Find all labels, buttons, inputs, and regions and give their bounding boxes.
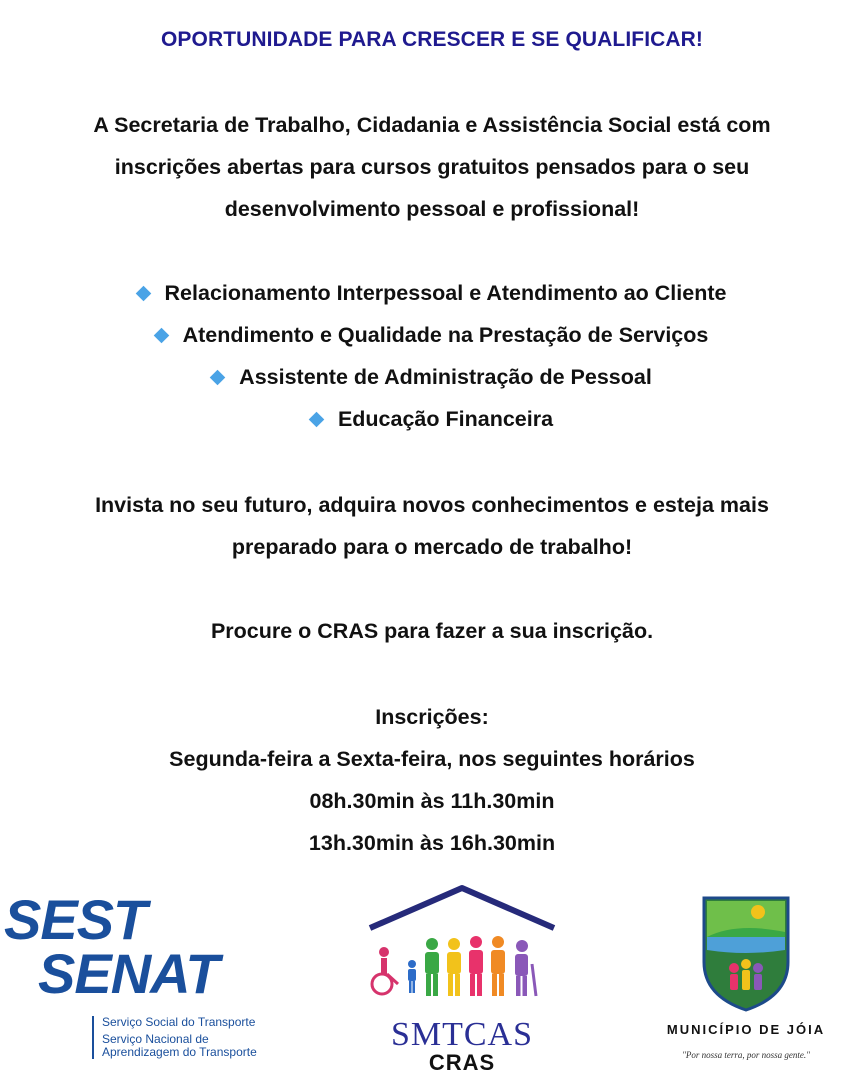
procure-line: Procure o CRAS para fazer a sua inscrição.	[210, 619, 654, 643]
diamond-bullet-icon	[210, 369, 226, 385]
sest-senat-description	[92, 1016, 257, 1059]
sest-senat-logo	[4, 888, 264, 1074]
diamond-bullet-icon	[153, 327, 169, 343]
inscricoes-days: Segunda-feira a Sexta-feira, nos seguintes horários	[169, 747, 695, 771]
course-item	[0, 356, 864, 398]
invest-line: Invista no seu futuro, adquira novos conhecimentos e esteja mais	[95, 493, 769, 517]
sest-description-line: Serviço Social do Transporte	[102, 1015, 256, 1029]
intro-line: desenvolvimento pessoal e profissional!	[224, 197, 640, 221]
course-label: Atendimento e Qualidade na Prestação de Serviços	[182, 322, 709, 347]
senat-description-line: Aprendizagem do Transporte	[102, 1045, 257, 1059]
senat-word: SENAT	[38, 942, 219, 1005]
municipio-joia-logo	[646, 892, 856, 1074]
sest-word: SEST	[4, 888, 147, 951]
course-label: Assistente de Administração de Pessoal	[239, 364, 652, 389]
smtcas-text: SMTCAS	[390, 1016, 534, 1053]
course-item	[0, 272, 864, 314]
inscricoes-morning: 08h.30min às 11h.30min	[309, 789, 555, 813]
inscricoes-afternoon: 13h.30min às 16h.30min	[308, 831, 556, 855]
intro-line: inscrições abertas para cursos gratuitos pensados para o seu	[114, 155, 750, 179]
flyer-title: OPORTUNIDADE PARA CRESCER E SE QUALIFICAR!	[160, 28, 704, 51]
course-list	[0, 272, 864, 440]
intro-line: A Secretaria de Trabalho, Cidadania e Assistência Social está com	[93, 113, 771, 137]
smtcas-cras-logo	[362, 884, 572, 1074]
course-item	[0, 314, 864, 356]
procure-paragraph	[40, 610, 824, 652]
intro-paragraph	[40, 104, 824, 230]
municipio-motto: "Por nossa terra, por nossa gente."	[682, 1050, 810, 1060]
cras-text: CRAS	[428, 1050, 496, 1075]
municipal-shield-icon	[646, 892, 846, 1014]
family-house-icon	[362, 884, 562, 1014]
course-label: Relacionamento Interpessoal e Atendimento ao Cliente	[164, 280, 727, 305]
invest-line: preparado para o mercado de trabalho!	[231, 535, 633, 559]
course-item	[0, 398, 864, 440]
municipio-name: MUNICÍPIO DE JÓIA	[666, 1022, 826, 1037]
invest-paragraph	[40, 484, 824, 568]
inscricoes-heading: Inscrições:	[375, 705, 489, 729]
course-label: Educação Financeira	[337, 406, 554, 431]
diamond-bullet-icon	[135, 285, 151, 301]
diamond-bullet-icon	[309, 411, 325, 427]
senat-description-line: Serviço Nacional de	[102, 1032, 209, 1046]
inscricoes-block	[40, 696, 824, 864]
